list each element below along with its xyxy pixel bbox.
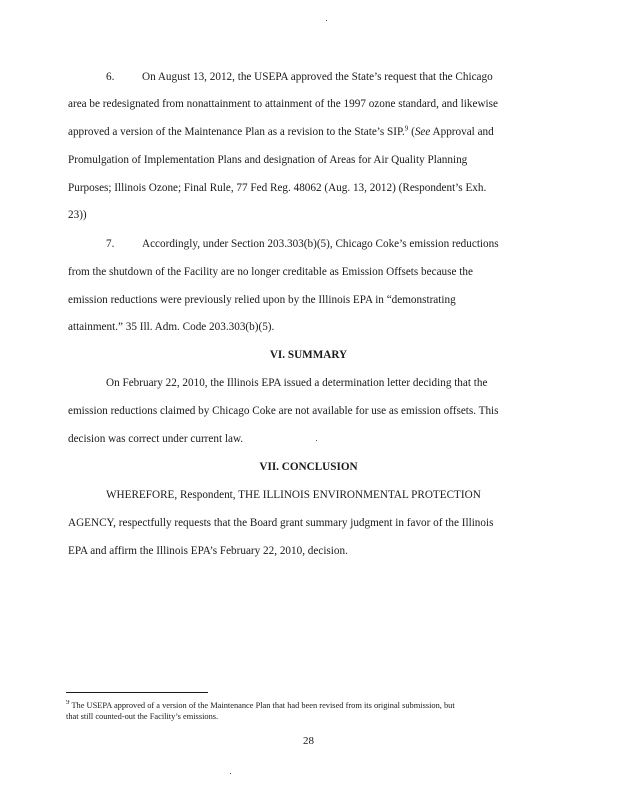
paragraph-6-number: 6. (106, 71, 115, 83)
paragraph-6-line-3 (68, 125, 550, 139)
paragraph-6-line-2: area be redesignated from nonattainment to attainment of the 1997 ozone standard, and likewise (68, 98, 498, 110)
footnote-reference: 9 (404, 125, 409, 133)
scan-speck (326, 20, 327, 21)
paragraph-6-line-1: On August 13, 2012, the USEPA approved the State’s request that the Chicago (142, 71, 493, 83)
summary-line-3: decision was correct under current law. (68, 433, 244, 445)
paragraph-6-line-3-tail: Approval and (430, 126, 494, 138)
footnote-separator (66, 692, 208, 693)
scan-speck (316, 440, 317, 441)
paragraph-6-line-5: Purposes; Illinois Ozone; Final Rule, 77 Fed Reg. 48062 (Aug. 13, 2012) (Respondent’s Exh. (68, 182, 487, 194)
footnote-line-1 (66, 700, 550, 711)
conclusion-line-2: AGENCY, respectfully requests that the Board grant summary judgment in favor of the Illinois (68, 517, 494, 529)
paragraph-7-line-3: emission reductions were previously relied upon by the Illinois EPA in “demonstrating (68, 294, 456, 306)
paragraph-7-line-4: attainment.” 35 Ill. Adm. Code 203.303(b)(5). (68, 321, 275, 333)
footnote-text: The USEPA approved of a version of the Maintenance Plan that had been revised from its original submission, but (69, 701, 455, 710)
paragraph-6-line-3-text: approved a version of the Maintenance Plan as a revision to the State’s SIP. (68, 126, 405, 138)
conclusion-heading: VII. CONCLUSION (259, 461, 358, 473)
scan-speck (230, 773, 231, 774)
paragraph-7-line-1: Accordingly, under Section 203.303(b)(5), Chicago Coke’s emission reductions (142, 238, 499, 250)
footnote-line-2: that still counted-out the Facility’s emissions. (66, 712, 219, 721)
footnote-marker: 9 (66, 700, 70, 707)
conclusion-line-1: WHEREFORE, Respondent, THE ILLINOIS ENVIRONMENTAL PROTECTION (106, 489, 481, 501)
paragraph-6-line-4: Promulgation of Implementation Plans and designation of Areas for Air Quality Planning (68, 154, 468, 166)
page-number: 28 (303, 735, 314, 747)
summary-line-1: On February 22, 2010, the Illinois EPA issued a determination letter deciding that the (106, 377, 488, 389)
summary-line-2: emission reductions claimed by Chicago Coke are not available for use as emission offsets. This (68, 405, 499, 417)
paragraph-7-line-2: from the shutdown of the Facility are no longer creditable as Emission Offsets because the (68, 266, 473, 278)
paragraph-6-line-6: 23)) (68, 209, 87, 221)
see-signal: See (414, 126, 431, 138)
summary-heading: VI. SUMMARY (269, 349, 348, 361)
paragraph-6-citation-open: ( (411, 126, 415, 138)
conclusion-line-3: EPA and affirm the Illinois EPA’s February 22, 2010, decision. (68, 545, 348, 557)
paragraph-7-number: 7. (106, 238, 115, 250)
